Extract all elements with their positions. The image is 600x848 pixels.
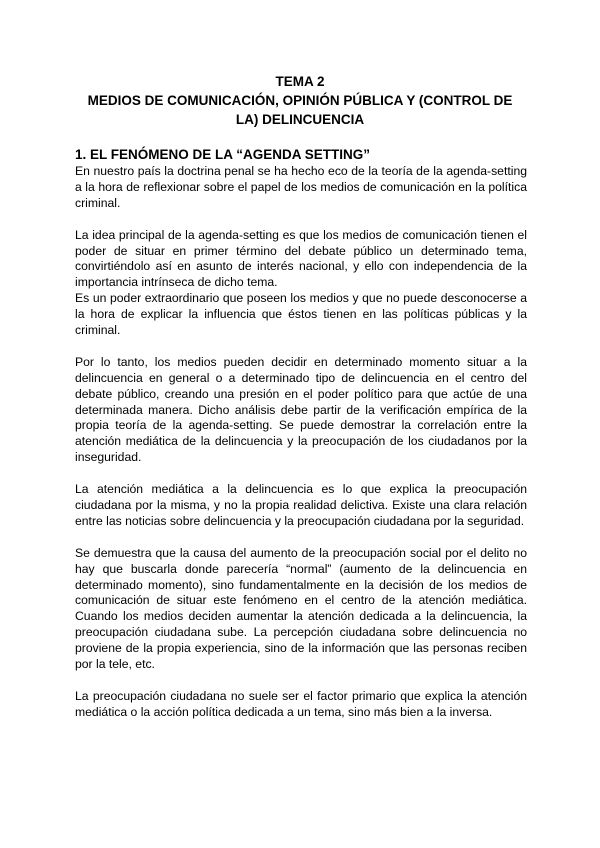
paragraph: La preocupación ciudadana no suele ser el factor primario que explica la atención mediática o la acción política dedicada a un tema, sino más bien a la inversa. — [75, 688, 527, 719]
paragraph: Por lo tanto, los medios pueden decidir en determinado momento situar a la delincuencia en general o a determinado tipo de delincuencia en el centro del debate público, creando una presión en el poder político para que actúe de una determinada manera. Dicho análisis debe partir de la verificación empírica de la propia teoría de la agenda-setting. Se puede demostrar la correlación entre la atención mediática de la delincuencia y la preocupación de los ciudadanos por la inseguridad. — [75, 354, 527, 465]
paragraph: Se demuestra que la causa del aumento de la preocupación social por el delito no hay que buscarla donde parecería “normal” (aumento de la delincuencia en determinado momento), sino fundamentalmente en la decisión de los medios de comunicación de situar este fenómeno en el centro de la atención mediática. Cuando los medios deciden aumentar la atención dedicada a la delincuencia, la preocupación ciudadana sube. La percepción ciudadana sobre delincuencia no proviene de la propia experiencia, sino de la información que las personas reciben por la tele, etc. — [75, 545, 527, 672]
title-line-3: LA) DELINCUENCIA — [235, 112, 365, 127]
document-body — [75, 164, 527, 721]
paragraph: La atención mediática a la delincuencia es lo que explica la preocupación ciudadana por la misma, y no la propia realidad delictiva. Existe una clara relación entre las noticias sobre delincuencia y la preocupación ciudadana por la seguridad. — [75, 482, 527, 528]
paragraph: Es un poder extraordinario que poseen los medios y que no puede desconocerse a la hora de explicar la influencia que éstos tienen en las políticas públicas y la criminal. — [75, 291, 527, 338]
paragraph: La idea principal de la agenda-setting es que los medios de comunicación tienen el poder de situar en primer término del debate público un determinado tema, convirtiéndolo así en asunto de interés nacional, y ello con independencia de la importancia intrínseca de dicho tema. — [75, 227, 527, 290]
title-line-1: TEMA 2 — [275, 74, 325, 89]
paragraph: En nuestro país la doctrina penal se ha hecho eco de la teoría de la agenda-setting a la hora de reflexionar sobre el papel de los medios de comunicación en la política criminal. — [75, 164, 527, 210]
section-heading: 1. EL FENÓMENO DE LA “AGENDA SETTING” — [75, 147, 371, 162]
title-line-2: MEDIOS DE COMUNICACIÓN, OPINIÓN PÚBLICA Y (CONTROL DE — [87, 93, 513, 108]
document-title — [60, 72, 540, 129]
